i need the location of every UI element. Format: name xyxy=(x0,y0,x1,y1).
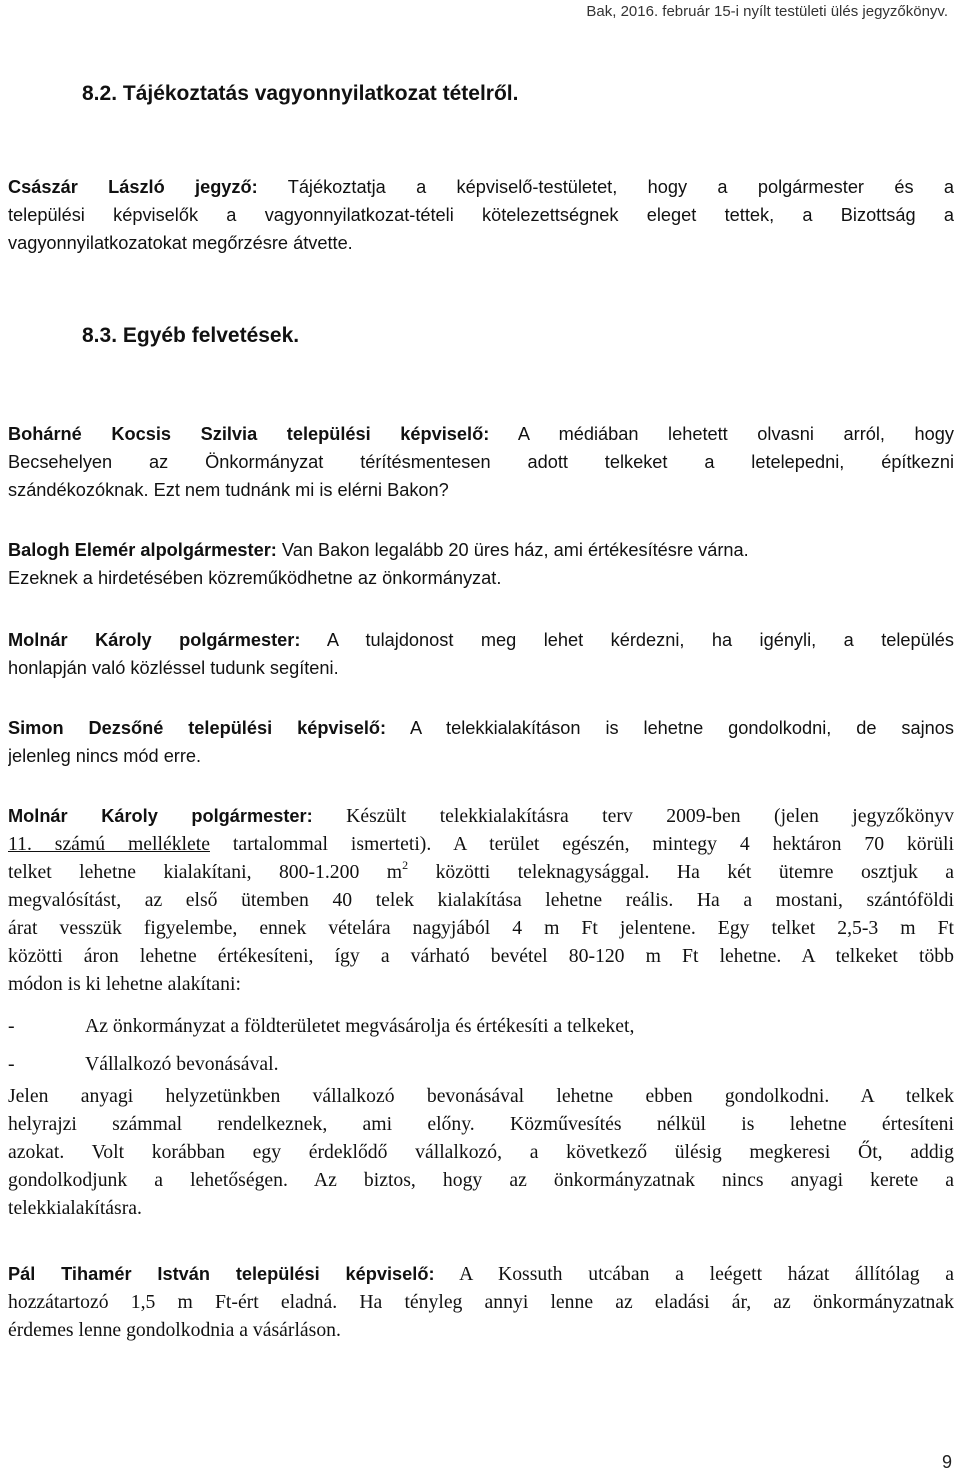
text-line: Ezeknek a hirdetésében közreműködhetne az önkormányzat. xyxy=(8,568,502,588)
paragraph-simon xyxy=(8,714,954,770)
text-line: gondolkodjunk a lehetőségen. Az biztos, hogy az önkormányzatnak nincs anyagi kerete a xyxy=(8,1169,954,1191)
speaker-name: Simon Dezsőné települési képviselő: xyxy=(8,718,387,738)
text-line: Jelen anyagi helyzetünkben vállalkozó bevonásával lehetne ebben gondolkodni. A telkek xyxy=(8,1085,954,1107)
text-line: közötti teleknagysággal. Ha két ütemre osztjuk a xyxy=(435,861,954,883)
list-item xyxy=(8,1053,279,1076)
paragraph-balogh xyxy=(8,536,954,592)
paragraph-molnar-1 xyxy=(8,626,954,682)
text-line: árat vesszük figyelembe, ennek vételára nagyjából 4 m Ft jelentene. Egy telket 2,5-3 m Ft xyxy=(8,917,954,939)
text-line: helyrajzi számmal rendelkeznek, ami előny. Közművesítés nélkül is lehetne értesíteni xyxy=(8,1113,954,1135)
text-line: telekkialakításra. xyxy=(8,1197,142,1219)
text-line: vagyonnyilatkozatokat megőrzésre átvette. xyxy=(8,233,353,253)
running-header: Bak, 2016. február 15-i nyílt testületi ülés jegyzőkönyv. xyxy=(586,3,948,20)
text-line: jelenleg nincs mód erre. xyxy=(8,746,202,766)
paragraph-molnar-2 xyxy=(8,802,954,998)
text-line: hozzátartozó 1,5 m Ft-ért eladná. Ha tényleg annyi lenne az eladási ár, az önkormányzatnak xyxy=(8,1291,954,1313)
speaker-name: Molnár Károly polgármester: xyxy=(8,630,301,650)
list-item-text: Vállalkozó bevonásával. xyxy=(85,1053,279,1075)
text-line: A Kossuth utcában a leégett házat állítólag a xyxy=(459,1263,954,1285)
section-heading-8-3: 8.3. Egyéb felvetések. xyxy=(82,324,300,347)
speaker-name: Molnár Károly polgármester: xyxy=(8,806,313,826)
paragraph-molnar-2-cont xyxy=(8,1082,954,1222)
text-line: azokat. Volt korábban egy érdeklődő vállalkozó, a következő ülésig megkeresi Őt, addig xyxy=(8,1141,954,1163)
text-line: honlapján való közléssel tudunk segíteni. xyxy=(8,658,339,678)
section-heading-8-2: 8.2. Tájékoztatás vagyonnyilatkozat tételről. xyxy=(82,82,519,105)
text-line: tartalommal ismerteti). A terület egészén, mintegy 4 hektáron 70 körüli xyxy=(232,833,954,855)
speaker-name: Császár László jegyző: xyxy=(8,177,258,197)
attachment-reference: 11. számú melléklete xyxy=(8,833,210,855)
text-line: A telekkialakításon is lehetne gondolkodni, de sajnos xyxy=(409,718,954,738)
text-line: telket lehetne kialakítani, 800-1.200 m xyxy=(8,861,403,883)
text-line: érdemes lenne gondolkodnia a vásárláson. xyxy=(8,1319,341,1341)
text-line: Becsehelyen az Önkormányzat térítésmentesen adott telkeket a letelepedni, építkezni xyxy=(8,452,954,472)
text-line: A tulajdonost meg lehet kérdezni, ha igényli, a település xyxy=(326,630,954,650)
text-line: módon is ki lehetne alakítani: xyxy=(8,973,241,995)
paragraph-jegyzo xyxy=(8,173,954,257)
bullet-dash: - xyxy=(8,1053,15,1075)
text-line: szándékozóknak. Ezt nem tudnánk mi is elérni Bakon? xyxy=(8,480,449,500)
text-line: települési képviselők a vagyonnyilatkozat-tételi kötelezettségnek eleget tettek, a Bizottság a xyxy=(8,205,954,225)
speaker-name: Pál Tihamér István települési képviselő: xyxy=(8,1264,435,1284)
text-line: Tájékoztatja a képviselő-testületet, hogy a polgármester és a xyxy=(287,177,954,197)
text-line: A médiában lehetett olvasni arról, hogy xyxy=(517,424,954,444)
page-number: 9 xyxy=(941,1452,952,1472)
text-line: Van Bakon legalább 20 üres ház, ami értékesítésre várna. xyxy=(281,540,749,560)
list-item xyxy=(8,1015,634,1038)
speaker-name: Bohárné Kocsis Szilvia települési képviselő: xyxy=(8,424,490,444)
text-line: Készült telekkialakításra terv 2009-ben (jelen jegyzőkönyv xyxy=(346,805,954,827)
superscript: 2 xyxy=(402,858,409,872)
text-line: közötti áron lehetne értékesíteni, így a várható bevétel 80-120 m Ft lehetne. A telkeket több xyxy=(8,945,954,967)
speaker-name: Balogh Elemér alpolgármester: xyxy=(8,540,277,560)
list-item-text: Az önkormányzat a földterületet megvásárolja és értékesíti a telkeket, xyxy=(85,1015,635,1037)
paragraph-pal xyxy=(8,1260,954,1344)
text-line: megvalósítást, az első ütemben 40 telek kialakítása lehetne reális. Ha a mostani, szántóföldi xyxy=(8,889,954,911)
bullet-dash: - xyxy=(8,1015,15,1037)
paragraph-boharne xyxy=(8,420,954,504)
